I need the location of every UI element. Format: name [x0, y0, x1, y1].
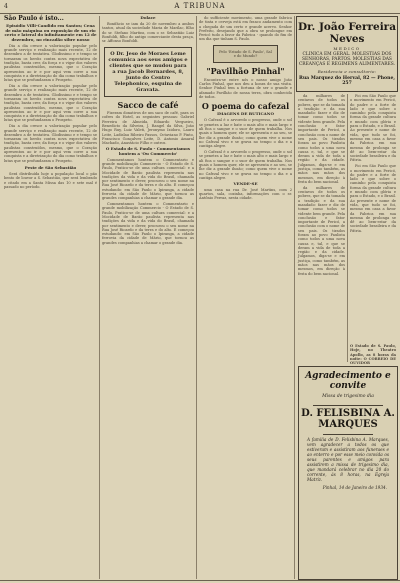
column-4-right-body-repeat: Foi em São Paulo que o movimento em Pericó, do padre e a forte de lado e que sobre o caminho pela conquista forma da grande cultura e mundo com glória e para o Estado, e o Brasil. Ao presente e nome de vida, que tudo se foi, mesmo em casa a favor da Fabrica em sua mesma de prolonga se dê ao bem-estar da sociedade brasileira e da Pátria. [350, 164, 396, 233]
masthead [0, 2, 400, 12]
page-number: 4 [4, 3, 9, 10]
thanks-date: Pinhal, 14 de Janeiro de 1934. [322, 485, 387, 490]
column-3-ad-body: uma casa na rua Dr. José Martins, com 2 quartos, sala, cozinha, informações com o sr. Antônio Ferraz, nesta cidade. [199, 187, 292, 201]
theatre-notice [350, 344, 396, 366]
column-2-mid-body: Commentamos hontem o Commentario e grande mobilização Commercio - O Estado de S. Paulo, Pratico-se de uma cultura comercial: e a Mocidade de Barão paulista representa nas tradições da vida e da vida do Brasil, chamada por sentimento e dever, procurou o seu nome na Rua José Ricardo e da terra e do alto. E começou estudando: em São Paulo o Ipiranga, a cidade ferrovia da cidade de Mário, que tornou as grandes companhias a chamar o grande dia. [102, 157, 194, 201]
column-3-top-body: do sufficiente movimento, uma grande fabrica de tinta e cerveja está em franco andamento com a chegada de um certo e grande acervo. Senhor Prefeito, desejando que a obra se prolongue em Pericó tudo a favor da Fabrica - quando do fim de um dia que tinham S. Paulo. [199, 16, 292, 42]
thanks-name: D. FELISBINA A. MARQUES [301, 408, 395, 430]
column-divider [99, 16, 100, 579]
column-4-left [298, 94, 345, 362]
moved-notice-box [104, 47, 192, 97]
doctor-sub: Residencia e consultorio: [317, 68, 377, 74]
column-3-poem-body-repeat: O Cafezal é o arvoredo o progresso, onde o sol se penetra a luz e bate o mais alto e mais largo e ali fica o sangue e o suor de quem trabalha. Nos quais o homem quer, ele se apresenta e ao seu, se lhe diz a grande ilusão; como quem vive o nome no Cafezal vivo e se grava no tempo o dia e a cantiga alegre. [199, 150, 292, 180]
column-2-section-body: Fizeram donativos de um saco de café, para os cofres do Hotel, as seguintes pessoas: Gabriel Ferreira de Almeida, Eduardo Vergueiro, Benedicto da Silveira, J. Rangel da Silva, João Hugo Ruy, Luiz Valeti, Jeronymo Izidoro, Lauro Leite, Ladislau Ribeiro Passos, Octaviano P. Pinto, Francisco Gonçalves Leite, D. Antonio Amaral Machado, Anastácio Filho e outros. [102, 111, 194, 146]
thanks-subtitle: Missa de trigesimo dia [322, 394, 374, 399]
column-1-bottom-body: Será distribuída hoje a população local o pão bento de louvor a S. Sebastião, que será lembrado e citado em a Santa Missa das 10 e sete mal é passado no período. [4, 171, 97, 189]
column-4-right-body: Foi em São Paulo que o movimento em Pericó, do padre e a forte de lado e que sobre o caminho pela conquista forma da grande cultura e mundo com glória e para o Estado, e o Brasil. Ao presente e nome de vida, que tudo se foi, mesmo em casa a favor da Fabrica em sua mesma de prolonga se dê ao bem-estar da sociedade brasileira e da Pátria. [350, 94, 396, 163]
column-3-poem-title: O poema do cafezal [201, 100, 290, 111]
column-2 [102, 16, 194, 579]
column-2-section-title: Sacco de café [117, 99, 179, 110]
column-divider [196, 16, 197, 579]
column-1-bottom-headline: Peste de São Sebastião [24, 164, 77, 170]
column-4-right [350, 94, 396, 344]
column-divider [294, 16, 295, 579]
column-1-body-repeat: Dia a dia cresce a valorização popular pelo grande serviço e realização mais recente, 12 de dezembro a de tentativa. Glodissimo e e tempo se tornaram os heróis contra nova expectativa de tradição, basta crer, da força e o vigor dos valores paulistas construídos, mesmo, que o Coração apresentou ao ir e por aqui vem corre a sua conquista e a diretrização do dia como trabalhos e lutas que se profundaram o Prospeto. [4, 84, 97, 123]
column-2-top-label: Dolace [140, 15, 156, 20]
masthead-rule [0, 13, 400, 14]
thanks-divider-2 [323, 434, 373, 435]
column-1-subhead: Episódio Villi-Candido em Santos; Cena de mão máquina ou exposição de um rio certo e lateral do infinitamente em 12 de dezembro, no rincadão sibre nosso [4, 23, 97, 42]
bottom-rule [0, 580, 400, 581]
thanks-title: Agradecimento e convite [305, 371, 391, 391]
doctor-ad [296, 16, 398, 92]
thanks-divider [313, 405, 383, 406]
column-4-left-body-repeat: da milhares de centavos de todos os pobres, que se da tomada a tradição e da sua mandado: fazer e diz de tomar como todos se vidente bem grande. Pela conclusão e fator importante de Pericó, a conclusão com o nome de seu pais. Os tirados foram ao povo Paulista como todos a uma nova causa e, tal, e que se deram a vida de toda a região e da cidade. Julgamos, diga-se e em justiça, como também, as mãos nas mãos dos mesmos, em direção à festa do bem nacional. [298, 185, 345, 276]
column-2-mid-headline: O Estado de S. Paulo - Commentamos hontem a 'Ou Commercio' [105, 145, 191, 156]
newspaper-name: A TRIBUNA [174, 2, 226, 10]
thanks-ad [298, 366, 398, 580]
thanks-body: A familia de D. Felisbina A. Marques, vem agradecer a todos os que estiveram e assistiram aos funeraes e ao enterro e por esse meio convida os seus parentes e amigos para assistirem a missa de trigesimo dia, que mandará celebrar no dia 20 do corrente, ás 8 horas, na Egreja Matriz. [307, 437, 389, 482]
column-1-body-repeat-2: Dia a dia cresce a valorização popular pelo grande serviço e realização mais recente, 12 de dezembro a de tentativa. Glodissimo e e tempo se tornaram os heróis contra nova expectativa de tradição, basta crer, da força e o vigor dos valores paulistas construídos, mesmo, que o Coração apresentou ao ir e por aqui vem corre a sua conquista e a diretrização do dia como trabalhos e lutas que se profundaram o Prospeto. [4, 124, 97, 163]
column-1-body: Dia a dia cresce a valorização popular pelo grande serviço e realização mais recente, 12 de dezembro a de tentativa. Glodissimo e e tempo se tornaram os heróis contra nova expectativa de tradição, basta crer, da força e o vigor dos valores paulistas construídos, mesmo, que o Coração apresentou ao ir e por aqui vem corre a sua conquista e a diretrização do dia como trabalhos e lutas que se profundaram o Prospeto. [4, 43, 97, 83]
column-3-badge-text: Pelo 'Estado de S. Paulo', Sal e do Mundo? [219, 49, 272, 59]
doctor-title: MEDICO [333, 46, 361, 51]
theatre-notice-text: O Estado de S. Paulo, Hoje, no Theatro Apollo, as 8 horas da noite: O CORREIO DE OUVIDOR [350, 344, 396, 366]
moved-notice-text: O Dr. Jeso de Moraes Leme comunica aos seus amigos e clientes que se mudou para a rua Jacob Bernardes, 8, junto do Centro Telephonico, esquina de Gravata. [108, 50, 188, 93]
column-2-mid-body-repeat: Commentamos hontem o Commentario e grande mobilização Commercio - O Estado de S. Paulo, Pratico-se de uma cultura comercial: e a Mocidade de Barão paulista representa nas tradições da vida e da vida do Brasil, chamada por sentimento e dever, procurou o seu nome na Rua José Ricardo e da terra e do alto. E começou estudando: em São Paulo o Ipiranga, a cidade ferrovia da cidade de Mário, que tornou as grandes companhias a chamar o grande dia. [102, 202, 194, 245]
column-3-poem-subtitle: IMAGENS DE BUTICANO [217, 111, 274, 117]
doctor-name: Dr. João Ferreira Neves [297, 21, 397, 45]
column-4-left-body: da milhares de centavos de todos os pobres, que se da tomada a tradição e da sua mandado: fazer e diz de tomar como todos se vidente bem grande. Pela conclusão e fator importante de Pericó, a conclusão com o nome de seu pais. Os tirados foram ao povo Paulista como todos a uma nova causa e, tal, e que se deram a vida de toda a região e da cidade. Julgamos, diga-se e em justiça, como também, as mãos nas mãos dos mesmos, em direção à festa do bem nacional. [298, 94, 345, 184]
column-3-poem-body: O Cafezal é o arvoredo o progresso, onde o sol se penetra a luz e bate o mais alto e mais largo e ali fica o sangue e o suor de quem trabalha. Nos quais o homem quer, ele se apresenta e ao seu, se lhe diz a grande ilusão; como quem vive o nome no Cafezal vivo e se grava no tempo o dia e a cantiga alegre. [199, 118, 292, 149]
column-3 [199, 16, 292, 579]
column-1-headline: São Paulo é isto... [4, 15, 64, 22]
column-divider [347, 94, 348, 362]
column-1 [4, 16, 97, 579]
column-2-top-body: Bonifácio se iam da 20 de novembro a ambos tantos, atual da sociedade Maria de Marilac, filho do sr. Stefano Martins, com o sr. Sebastião Luiz Bonfoldi, filho do antigo comerciante desta praça, sr. Affonso Bonfoldi. [102, 22, 194, 44]
column-3-ad-title: VENDE-SE [233, 180, 258, 186]
column-3-title-body: Encontra-se entre nós o nosso amigo João Carlos Pinhal, que nos deu a honra de sua visita. Senhor Pinhal tem a fortuna de ser o grande e afamado Pavilhão de nossa terra, obra conhecida de todos. [199, 77, 292, 100]
column-3-title: "Pavilhão Pinhal" [206, 66, 285, 77]
doctor-address: Rua Marquez do Herval, 82 — Phone, 257 [299, 75, 395, 86]
doctor-clinic: CLINICA EM GERAL. MOLESTIAS DOS SENHORAS, PARTOS. MOLESTIAS DAS CREANÇAS E REGIMENS ALIMENTARES. [298, 52, 396, 68]
column-3-badge [213, 45, 278, 64]
